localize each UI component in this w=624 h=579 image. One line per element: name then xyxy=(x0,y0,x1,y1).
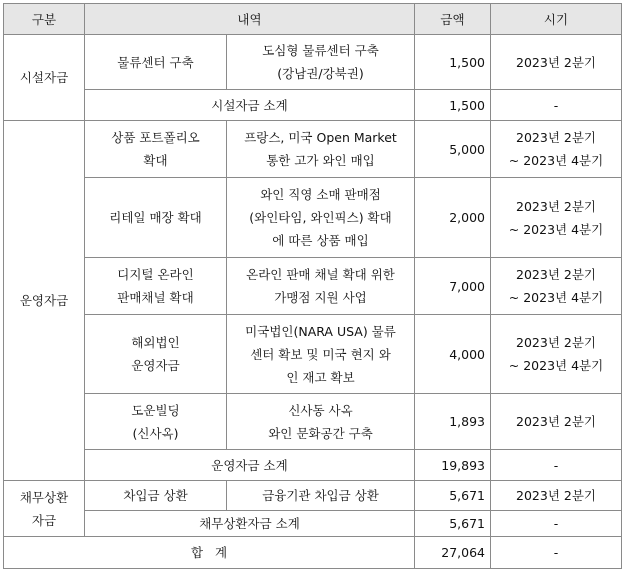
header-detail: 내역 xyxy=(85,4,415,35)
total-label: 합 계 xyxy=(4,537,415,569)
table-row xyxy=(4,178,622,258)
total-amount: 27,064 xyxy=(415,537,491,569)
table-row xyxy=(4,35,622,90)
subtotal-label: 운영자금 소계 xyxy=(85,450,415,481)
item-desc: 도심형 물류센터 구축 (강남권/강북권) xyxy=(227,35,415,90)
total-row xyxy=(4,537,622,569)
subtotal-row xyxy=(4,511,622,537)
item-name: 해외법인 운영자금 xyxy=(85,315,227,394)
total-timing: - xyxy=(491,537,622,569)
item-name: 상품 포트폴리오 확대 xyxy=(85,121,227,178)
subtotal-label: 시설자금 소계 xyxy=(85,90,415,121)
header-timing: 시기 xyxy=(491,4,622,35)
category-debt: 채무상환 자금 xyxy=(4,481,85,537)
subtotal-timing: - xyxy=(491,511,622,537)
item-amount: 1,500 xyxy=(415,35,491,90)
subtotal-row xyxy=(4,90,622,121)
table-row xyxy=(4,481,622,511)
item-name: 리테일 매장 확대 xyxy=(85,178,227,258)
item-desc: 미국법인(NARA USA) 물류 센터 확보 및 미국 현지 와 인 재고 확보 xyxy=(227,315,415,394)
item-amount: 1,893 xyxy=(415,394,491,450)
fund-usage-table xyxy=(3,3,622,569)
header-category: 구분 xyxy=(4,4,85,35)
item-name: 디지털 온라인 판매채널 확대 xyxy=(85,258,227,315)
item-amount: 4,000 xyxy=(415,315,491,394)
item-desc: 신사동 사옥 와인 문화공간 구축 xyxy=(227,394,415,450)
header-amount: 금액 xyxy=(415,4,491,35)
item-name: 차입금 상환 xyxy=(85,481,227,511)
subtotal-amount: 1,500 xyxy=(415,90,491,121)
item-timing: 2023년 2분기 xyxy=(491,35,622,90)
item-timing: 2023년 2분기 ~ 2023년 4분기 xyxy=(491,121,622,178)
table-row xyxy=(4,315,622,394)
table-row xyxy=(4,394,622,450)
header-row xyxy=(4,4,622,35)
item-amount: 7,000 xyxy=(415,258,491,315)
item-desc: 온라인 판매 채널 확대 위한 가맹점 지원 사업 xyxy=(227,258,415,315)
item-timing: 2023년 2분기 ~ 2023년 4분기 xyxy=(491,258,622,315)
subtotal-row xyxy=(4,450,622,481)
item-amount: 2,000 xyxy=(415,178,491,258)
item-name: 도운빌딩 (신사옥) xyxy=(85,394,227,450)
subtotal-amount: 19,893 xyxy=(415,450,491,481)
subtotal-timing: - xyxy=(491,90,622,121)
category-facility: 시설자금 xyxy=(4,35,85,121)
item-name: 물류센터 구축 xyxy=(85,35,227,90)
item-desc: 와인 직영 소매 판매점 (와인타임, 와인픽스) 확대 에 따른 상품 매입 xyxy=(227,178,415,258)
subtotal-timing: - xyxy=(491,450,622,481)
item-desc: 금융기관 차입금 상환 xyxy=(227,481,415,511)
table-row xyxy=(4,121,622,178)
item-desc: 프랑스, 미국 Open Market 통한 고가 와인 매입 xyxy=(227,121,415,178)
item-timing: 2023년 2분기 ~ 2023년 4분기 xyxy=(491,178,622,258)
item-timing: 2023년 2분기 xyxy=(491,394,622,450)
table-row xyxy=(4,258,622,315)
subtotal-label: 채무상환자금 소계 xyxy=(85,511,415,537)
item-amount: 5,671 xyxy=(415,481,491,511)
category-operating: 운영자금 xyxy=(4,121,85,481)
subtotal-amount: 5,671 xyxy=(415,511,491,537)
item-timing: 2023년 2분기 xyxy=(491,481,622,511)
item-amount: 5,000 xyxy=(415,121,491,178)
item-timing: 2023년 2분기 ~ 2023년 4분기 xyxy=(491,315,622,394)
